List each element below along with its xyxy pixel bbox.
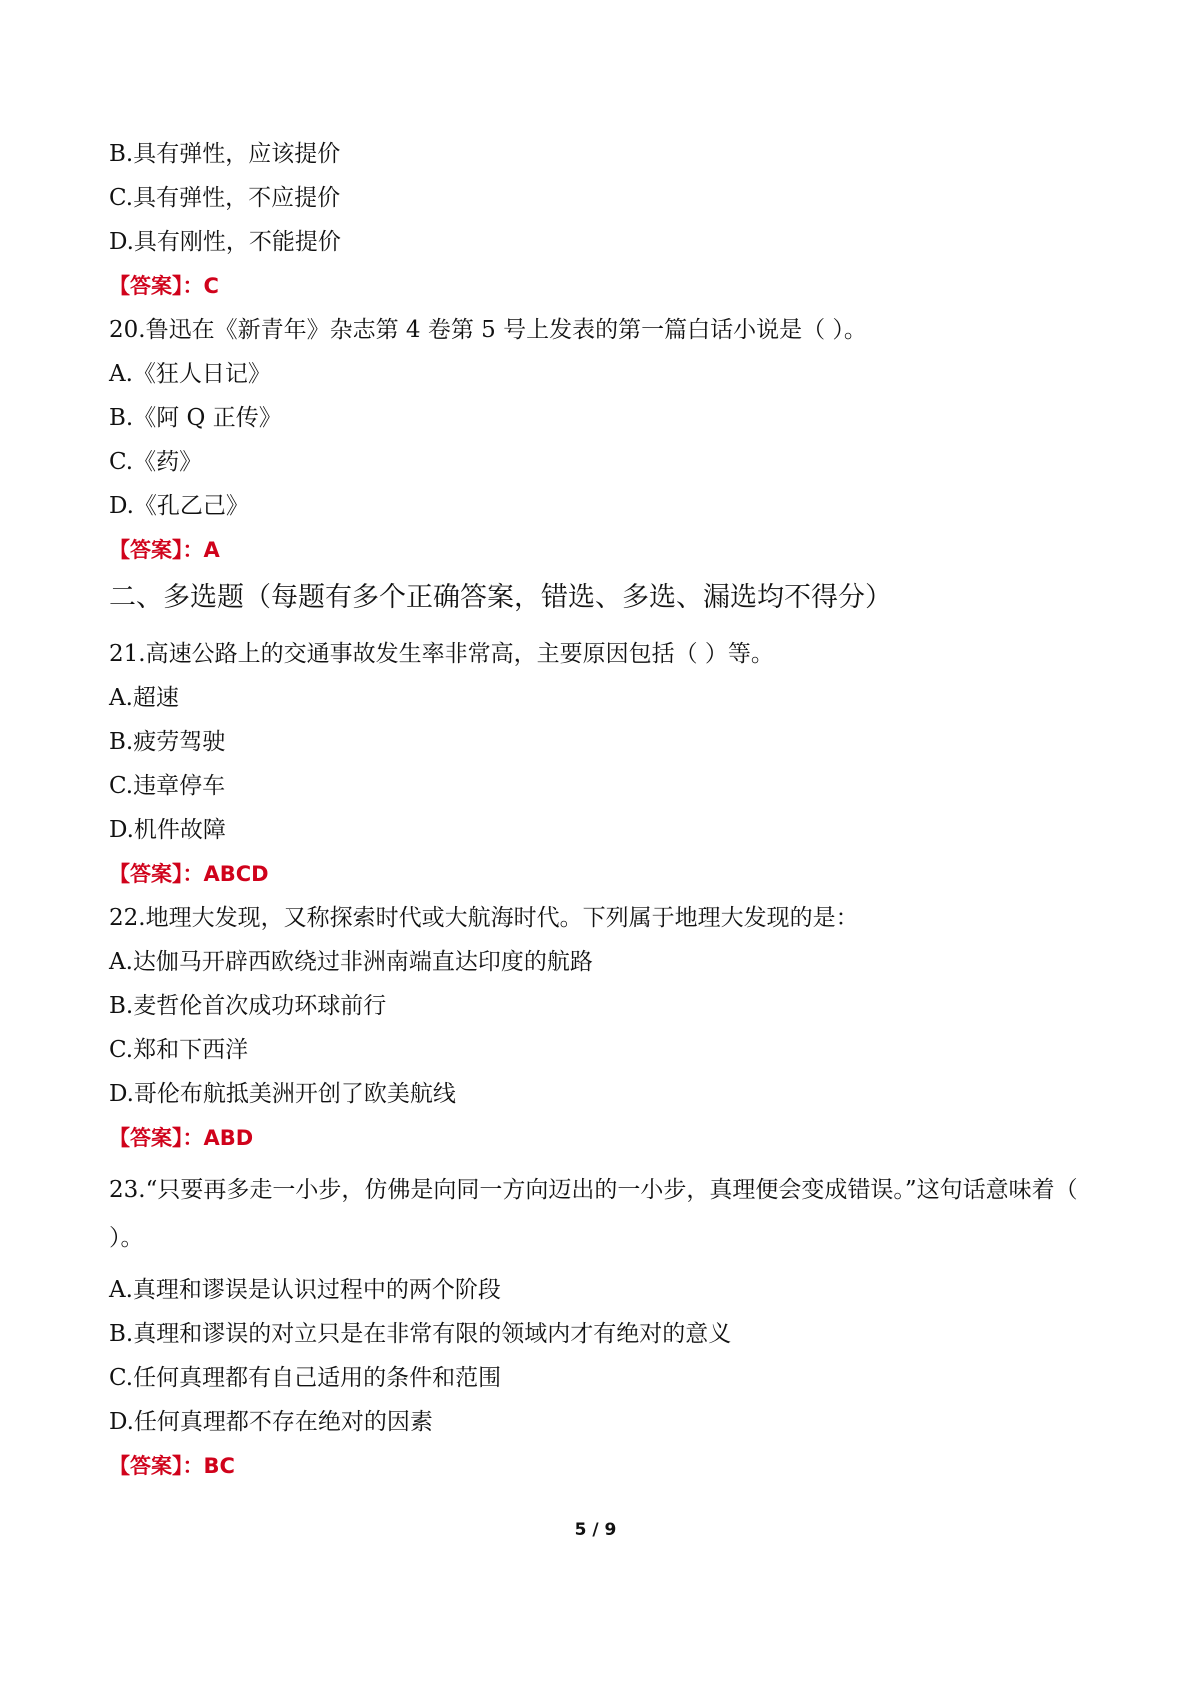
question-20 [109, 314, 1099, 566]
option-b: B.真理和谬误的对立只是在非常有限的领域内才有绝对的意义 [109, 1321, 732, 1347]
option-a: A.达伽马开辟西欧绕过非洲南端直达印度的航路 [109, 949, 593, 975]
option-d: D.任何真理都不存在绝对的因素 [109, 1409, 433, 1435]
option-c: C.具有弹性，不应提价 [109, 185, 341, 211]
question-stem: 22.地理大发现，又称探索时代或大航海时代。下列属于地理大发现的是： [109, 905, 859, 931]
question-stem: 23.“只要再多走一小步，仿佛是向同一方向迈出的一小步，真理便会变成错误。”这句话意味着（ ）。 [109, 1177, 1078, 1251]
page-number: 5 / 9 [574, 1520, 617, 1540]
option-d: D.《孔乙己》 [109, 493, 249, 519]
option-d: D.具有刚性，不能提价 [109, 229, 341, 255]
page-content [109, 138, 1099, 1494]
question-stem: 21.高速公路上的交通事故发生率非常高，主要原因包括（ ）等。 [109, 641, 774, 667]
option-c: C.违章停车 [109, 773, 226, 799]
question-22 [109, 902, 1099, 1154]
section-heading-multiple-choice: 二、多选题（每题有多个正确答案，错选、多选、漏选均不得分） [109, 582, 892, 613]
option-b: B.麦哲伦首次成功环球前行 [109, 993, 387, 1019]
option-c: C.郑和下西洋 [109, 1037, 249, 1063]
option-c: C.任何真理都有自己适用的条件和范围 [109, 1365, 502, 1391]
answer-label: 【答案】：ABD [109, 1126, 254, 1150]
question-stem: 20.鲁迅在《新青年》杂志第 4 卷第 5 号上发表的第一篇白话小说是（ ）。 [109, 317, 867, 343]
answer-label: 【答案】：ABCD [109, 862, 269, 886]
option-a: A.超速 [109, 685, 179, 711]
option-b: B.疲劳驾驶 [109, 729, 226, 755]
answer-label: 【答案】：C [109, 274, 219, 298]
question-23 [109, 1166, 1099, 1482]
option-a: A.《狂人日记》 [109, 361, 271, 387]
option-c: C.《药》 [109, 449, 203, 475]
option-b: B.具有弹性，应该提价 [109, 141, 341, 167]
answer-label: 【答案】：A [109, 538, 220, 562]
question-19-remainder [109, 138, 1099, 302]
option-d: D.机件故障 [109, 817, 226, 843]
option-b: B.《阿 Q 正传》 [109, 405, 282, 431]
answer-label: 【答案】：BC [109, 1454, 235, 1478]
question-21 [109, 638, 1099, 890]
option-a: A.真理和谬误是认识过程中的两个阶段 [109, 1277, 501, 1303]
option-d: D.哥伦布航抵美洲开创了欧美航线 [109, 1081, 456, 1107]
